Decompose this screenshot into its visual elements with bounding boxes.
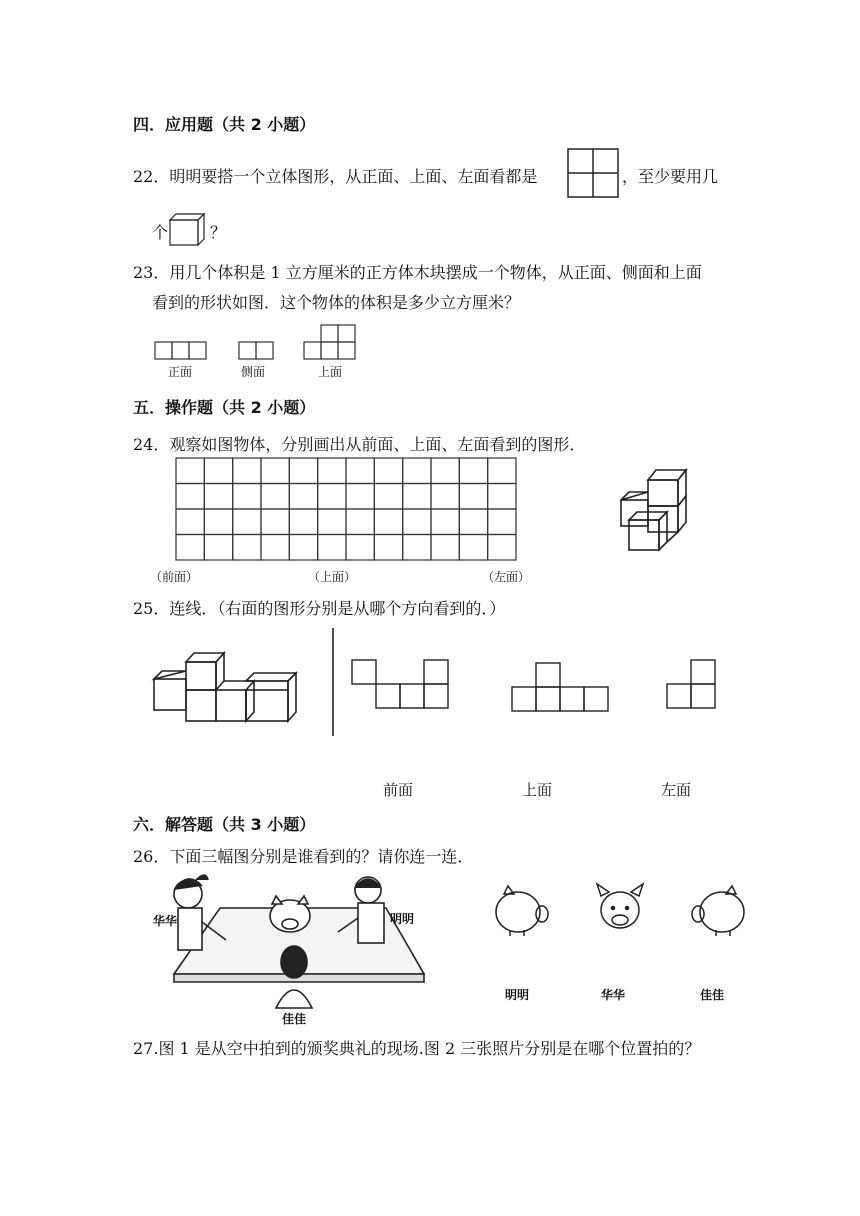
- grid-cell[interactable]: [204, 484, 232, 510]
- grid-cell[interactable]: [346, 535, 374, 561]
- grid-cell[interactable]: [374, 484, 402, 510]
- q23-label-top: 上面: [318, 365, 343, 379]
- q25-label-left: 左面: [661, 781, 692, 799]
- grid-cell[interactable]: [176, 484, 204, 510]
- q24-label-left: （左面）: [482, 570, 531, 584]
- grid-cell[interactable]: [459, 509, 487, 535]
- grid-cell[interactable]: [431, 458, 459, 484]
- grid-cell[interactable]: [431, 509, 459, 535]
- grid-cell[interactable]: [346, 458, 374, 484]
- grid-cell[interactable]: [233, 509, 261, 535]
- q26-pig-side-view-left[interactable]: [688, 884, 750, 940]
- question-25-text: 25．连线．（右面的图形分别是从哪个方向看到的．）: [133, 599, 506, 618]
- grid-cell[interactable]: [204, 458, 232, 484]
- q26-view-label-jiajia: 佳佳: [700, 988, 725, 1002]
- q26-person-mingming: 明明: [390, 912, 415, 926]
- grid-cell[interactable]: [261, 458, 289, 484]
- grid-cell[interactable]: [346, 509, 374, 535]
- question-26-text: 26．下面三幅图分别是谁看到的？请你连一连．: [133, 847, 474, 866]
- question-27-text: 27.图 1 是从空中拍到的颁奖典礼的现场.图 2 三张照片分别是在哪个位置拍的？: [133, 1039, 701, 1058]
- grid-cell[interactable]: [261, 535, 289, 561]
- q25-view-b[interactable]: [510, 662, 610, 712]
- section-5-title: 五．操作题（共 2 小题）: [133, 398, 316, 417]
- q24-cube-object: [615, 466, 690, 558]
- grid-cell[interactable]: [261, 484, 289, 510]
- grid-cell[interactable]: [233, 535, 261, 561]
- q24-drawing-grid[interactable]: [175, 457, 517, 561]
- q25-view-a[interactable]: [350, 658, 450, 710]
- grid-cell[interactable]: [431, 484, 459, 510]
- grid-cell[interactable]: [403, 458, 431, 484]
- grid-cell[interactable]: [318, 484, 346, 510]
- question-23-text: 23．用几个体积是 1 立方厘米的正方体木块摆成一个物体，从正面、侧面和上面: [133, 263, 702, 282]
- grid-cell[interactable]: [403, 509, 431, 535]
- q23-label-side: 侧面: [241, 365, 266, 379]
- grid-cell[interactable]: [233, 484, 261, 510]
- grid-cell[interactable]: [488, 484, 516, 510]
- grid-cell[interactable]: [459, 484, 487, 510]
- grid-cell[interactable]: [176, 458, 204, 484]
- q25-divider: [331, 628, 335, 736]
- question-22-text-cont: ，至少要用几: [622, 167, 719, 186]
- grid-cell[interactable]: [318, 458, 346, 484]
- grid-cell[interactable]: [176, 535, 204, 561]
- grid-cell[interactable]: [204, 535, 232, 561]
- grid-cell[interactable]: [488, 535, 516, 561]
- q26-view-label-huahua: 华华: [601, 988, 626, 1002]
- q24-label-front: （前面）: [150, 570, 199, 584]
- question-22-mark: ？: [210, 223, 227, 242]
- q25-label-front: 前面: [383, 781, 414, 799]
- q23-label-front: 正面: [168, 365, 193, 379]
- q26-table-scene: [150, 868, 450, 1028]
- grid-cell[interactable]: [176, 509, 204, 535]
- grid-cell[interactable]: [459, 535, 487, 561]
- grid-cell[interactable]: [289, 509, 317, 535]
- q24-label-top: （上面）: [308, 570, 357, 584]
- grid-cell[interactable]: [289, 535, 317, 561]
- grid-cell[interactable]: [459, 458, 487, 484]
- grid-cell[interactable]: [431, 535, 459, 561]
- grid-cell[interactable]: [488, 458, 516, 484]
- q23-views-figure: [150, 324, 370, 360]
- grid-cell[interactable]: [346, 484, 374, 510]
- grid-cell[interactable]: [318, 509, 346, 535]
- grid-cell[interactable]: [403, 484, 431, 510]
- grid-cell[interactable]: [318, 535, 346, 561]
- question-24-text: 24．观察如图物体，分别画出从前面、上面、左面看到的图形．: [133, 435, 586, 454]
- cube-figure: [168, 212, 208, 246]
- grid-cell[interactable]: [261, 509, 289, 535]
- q25-label-top: 上面: [522, 781, 553, 799]
- q26-person-huahua: 华华: [153, 914, 178, 928]
- q26-pig-side-view-right[interactable]: [490, 884, 552, 940]
- grid-cell[interactable]: [403, 535, 431, 561]
- grid-cell[interactable]: [289, 458, 317, 484]
- question-22-text-end: 个: [152, 223, 169, 242]
- square-2x2-figure: [567, 148, 619, 198]
- grid-cell[interactable]: [289, 484, 317, 510]
- grid-cell[interactable]: [488, 509, 516, 535]
- q26-view-label-mingming: 明明: [505, 988, 530, 1002]
- section-6-title: 六．解答题（共 3 小题）: [133, 815, 316, 834]
- grid-cell[interactable]: [374, 509, 402, 535]
- grid-cell[interactable]: [233, 458, 261, 484]
- q26-person-jiajia: 佳佳: [282, 1012, 307, 1026]
- question-22-text: 22．明明要搭一个立体图形，从正面、上面、左面看都是: [133, 167, 538, 186]
- grid-cell[interactable]: [204, 509, 232, 535]
- q25-cube-object: [150, 648, 300, 724]
- grid-cell[interactable]: [374, 535, 402, 561]
- q25-view-c[interactable]: [665, 658, 717, 710]
- grid-cell[interactable]: [374, 458, 402, 484]
- section-4-title: 四．应用题（共 2 小题）: [133, 115, 316, 134]
- q26-pig-front-view[interactable]: [595, 880, 645, 938]
- question-23-text-cont: 看到的形状如图．这个物体的体积是多少立方厘米？: [152, 293, 521, 312]
